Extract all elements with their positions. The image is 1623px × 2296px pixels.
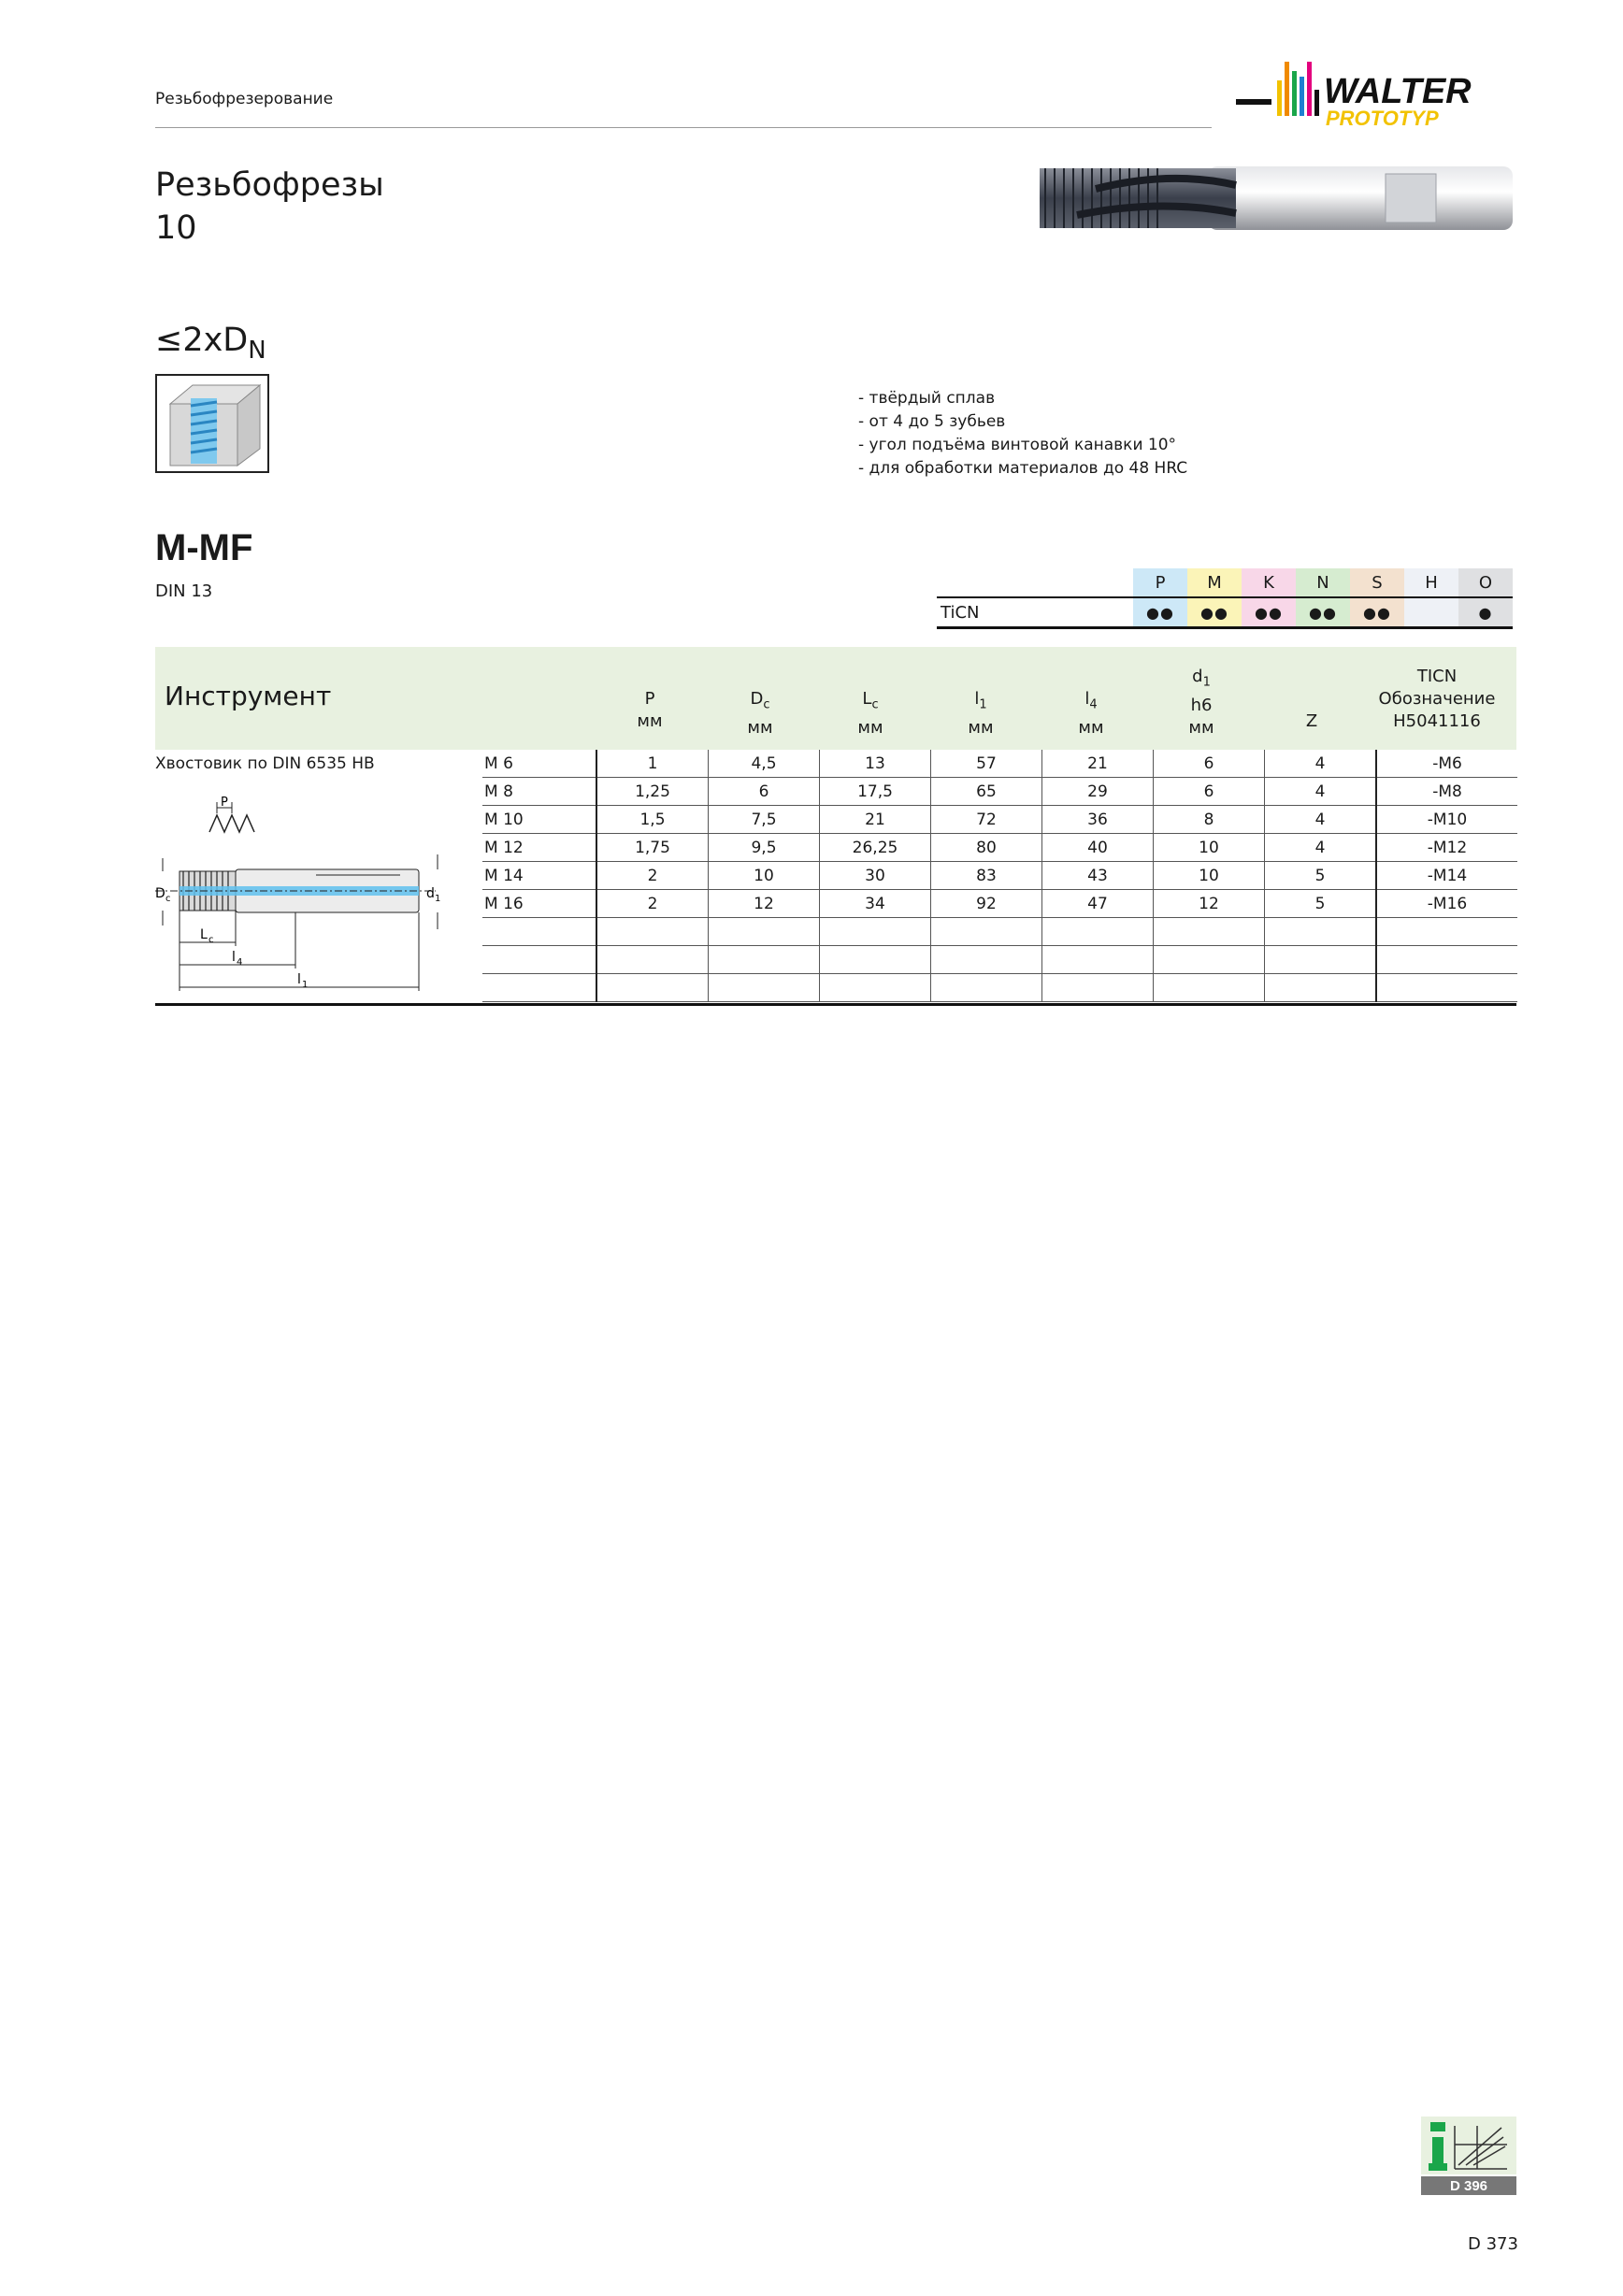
order-code-cell bbox=[1376, 946, 1517, 974]
z-cell: 4 bbox=[1265, 806, 1377, 834]
section-label: Резьбофрезерование bbox=[155, 90, 334, 108]
svg-text:c: c bbox=[165, 894, 171, 904]
col-header-lc: $L_c$ мм bbox=[857, 689, 883, 738]
table-row-empty bbox=[482, 918, 1517, 946]
thread-size-cell bbox=[482, 946, 596, 974]
shank-standard-label: Хвостовик по DIN 6535 HB bbox=[155, 754, 375, 773]
z-cell: 5 bbox=[1265, 862, 1377, 890]
svg-text:l: l bbox=[297, 972, 301, 987]
lc-cell: 30 bbox=[820, 862, 931, 890]
table-row bbox=[482, 806, 1517, 834]
order-code-cell: -M14 bbox=[1376, 862, 1517, 890]
z-cell: 4 bbox=[1265, 778, 1377, 806]
material-group-s: S bbox=[1350, 568, 1404, 597]
l4-cell bbox=[1042, 946, 1154, 974]
dc-cell bbox=[709, 918, 820, 946]
product-data-table bbox=[482, 750, 1517, 1002]
info-reference-icon bbox=[1421, 2117, 1516, 2195]
dc-cell: 6 bbox=[709, 778, 820, 806]
material-group-p: P bbox=[1133, 568, 1187, 597]
thread-size-cell: M 12 bbox=[482, 834, 596, 862]
table-row bbox=[482, 778, 1517, 806]
l4-cell bbox=[1042, 974, 1154, 1002]
col-header-dc: $D_c$ мм bbox=[747, 689, 773, 738]
order-code-cell: -M12 bbox=[1376, 834, 1517, 862]
dc-cell: 12 bbox=[709, 890, 820, 918]
lc-cell: 13 bbox=[820, 750, 931, 778]
z-cell bbox=[1265, 918, 1377, 946]
feature-item: - для обработки материалов до 48 HRC bbox=[858, 459, 1188, 478]
rating-m: ●● bbox=[1187, 597, 1242, 628]
svg-text:l: l bbox=[232, 950, 236, 965]
l4-cell: 43 bbox=[1042, 862, 1154, 890]
l1-cell: 65 bbox=[931, 778, 1042, 806]
z-cell: 4 bbox=[1265, 750, 1377, 778]
d1-cell: 10 bbox=[1154, 862, 1265, 890]
svg-text:PROTOTYP: PROTOTYP bbox=[1326, 107, 1439, 130]
table-bottom-rule bbox=[155, 1003, 1516, 1006]
l1-cell: 83 bbox=[931, 862, 1042, 890]
dc-cell bbox=[709, 974, 820, 1002]
l4-cell: 29 bbox=[1042, 778, 1154, 806]
header-divider bbox=[155, 127, 1212, 128]
dc-cell: 4,5 bbox=[709, 750, 820, 778]
thread-size-cell: M 6 bbox=[482, 750, 596, 778]
rating-k: ●● bbox=[1242, 597, 1296, 628]
material-group-h: H bbox=[1404, 568, 1458, 597]
material-group-n: N bbox=[1296, 568, 1350, 597]
thread-size-cell: M 8 bbox=[482, 778, 596, 806]
l1-cell bbox=[931, 918, 1042, 946]
order-code-cell: -M8 bbox=[1376, 778, 1517, 806]
table-row-empty bbox=[482, 946, 1517, 974]
dc-cell: 7,5 bbox=[709, 806, 820, 834]
table-row bbox=[482, 750, 1517, 778]
d1-cell: 6 bbox=[1154, 778, 1265, 806]
product-title: Резьбофрезы bbox=[155, 166, 384, 204]
thread-mill-image bbox=[1040, 161, 1516, 236]
thread-type-code: M-MF bbox=[155, 527, 253, 568]
l4-cell: 40 bbox=[1042, 834, 1154, 862]
thread-mill-dimension-drawing bbox=[155, 793, 454, 993]
l4-cell bbox=[1042, 918, 1154, 946]
feature-item: - от 4 до 5 зубьев bbox=[858, 412, 1006, 431]
p-cell: 1,75 bbox=[596, 834, 709, 862]
thread-size-cell: M 10 bbox=[482, 806, 596, 834]
walter-prototyp-logo bbox=[1236, 58, 1516, 133]
d1-cell: 8 bbox=[1154, 806, 1265, 834]
rating-o: ● bbox=[1458, 597, 1513, 628]
l1-cell: 92 bbox=[931, 890, 1042, 918]
table-row-empty bbox=[482, 974, 1517, 1002]
material-group-m: M bbox=[1187, 568, 1242, 597]
svg-text:WALTER: WALTER bbox=[1324, 72, 1472, 111]
thread-size-cell bbox=[482, 918, 596, 946]
feature-item: - твёрдый сплав bbox=[858, 389, 996, 408]
thread-size-cell bbox=[482, 974, 596, 1002]
thread-hole-icon bbox=[155, 374, 269, 473]
order-code-cell bbox=[1376, 918, 1517, 946]
material-groups-table bbox=[937, 568, 1513, 629]
svg-text:1: 1 bbox=[302, 980, 309, 990]
tool-column-header: Инструмент bbox=[165, 681, 332, 711]
order-code-cell bbox=[1376, 974, 1517, 1002]
order-code-cell: -M10 bbox=[1376, 806, 1517, 834]
rating-s: ●● bbox=[1350, 597, 1404, 628]
lc-cell bbox=[820, 918, 931, 946]
l4-cell: 21 bbox=[1042, 750, 1154, 778]
feature-list bbox=[858, 387, 1187, 481]
d1-cell bbox=[1154, 946, 1265, 974]
material-group-k: K bbox=[1242, 568, 1296, 597]
d1-cell bbox=[1154, 974, 1265, 1002]
p-cell bbox=[596, 946, 709, 974]
lc-cell: 26,25 bbox=[820, 834, 931, 862]
p-cell bbox=[596, 918, 709, 946]
page-number: D 373 bbox=[1468, 2234, 1518, 2254]
col-header-l1: $l_1$ мм bbox=[968, 689, 994, 738]
p-cell bbox=[596, 974, 709, 1002]
col-header-z: Z bbox=[1305, 711, 1318, 731]
coating-grade: TiCN bbox=[937, 597, 1133, 628]
dc-cell: 10 bbox=[709, 862, 820, 890]
lc-cell: 17,5 bbox=[820, 778, 931, 806]
p-cell: 2 bbox=[596, 862, 709, 890]
material-group-o: O bbox=[1458, 568, 1513, 597]
rating-n: ●● bbox=[1296, 597, 1350, 628]
p-cell: 2 bbox=[596, 890, 709, 918]
svg-text:P: P bbox=[221, 796, 228, 810]
l4-cell: 36 bbox=[1042, 806, 1154, 834]
col-header-p: P мм bbox=[637, 689, 663, 731]
order-code-cell: -M6 bbox=[1376, 750, 1517, 778]
z-cell: 5 bbox=[1265, 890, 1377, 918]
depth-label: $\le 2xD_N$ bbox=[155, 322, 266, 365]
z-cell bbox=[1265, 974, 1377, 1002]
d1-cell: 6 bbox=[1154, 750, 1265, 778]
col-header-l4: $l_4$ мм bbox=[1078, 689, 1104, 738]
p-cell: 1 bbox=[596, 750, 709, 778]
feature-item: - угол подъёма винтовой канавки 10° bbox=[858, 436, 1177, 454]
dc-cell: 9,5 bbox=[709, 834, 820, 862]
dc-cell bbox=[709, 946, 820, 974]
rating-p: ●● bbox=[1133, 597, 1187, 628]
product-title-angle: 10 bbox=[155, 209, 197, 247]
l1-cell: 72 bbox=[931, 806, 1042, 834]
thread-size-cell: M 14 bbox=[482, 862, 596, 890]
d1-cell: 10 bbox=[1154, 834, 1265, 862]
lc-cell: 21 bbox=[820, 806, 931, 834]
d1-cell: 12 bbox=[1154, 890, 1265, 918]
l1-cell bbox=[931, 946, 1042, 974]
svg-text:D 396: D 396 bbox=[1449, 2178, 1488, 2194]
svg-text:c: c bbox=[208, 935, 214, 945]
l1-cell bbox=[931, 974, 1042, 1002]
table-row bbox=[482, 890, 1517, 918]
svg-text:d: d bbox=[426, 886, 435, 901]
l1-cell: 57 bbox=[931, 750, 1042, 778]
l4-cell: 47 bbox=[1042, 890, 1154, 918]
d1-cell bbox=[1154, 918, 1265, 946]
rating-h bbox=[1404, 597, 1458, 628]
l1-cell: 80 bbox=[931, 834, 1042, 862]
z-cell bbox=[1265, 946, 1377, 974]
lc-cell: 34 bbox=[820, 890, 931, 918]
standard-label: DIN 13 bbox=[155, 581, 213, 601]
table-row bbox=[482, 862, 1517, 890]
svg-text:4: 4 bbox=[237, 957, 243, 968]
table-row bbox=[482, 834, 1517, 862]
col-header-d1: $d_1$ h6 мм bbox=[1188, 667, 1214, 738]
col-header-order-code: TICN Обозначение H5041116 bbox=[1378, 667, 1496, 731]
lc-cell bbox=[820, 946, 931, 974]
svg-text:D: D bbox=[155, 886, 165, 901]
thread-size-cell: M 16 bbox=[482, 890, 596, 918]
lc-cell bbox=[820, 974, 931, 1002]
p-cell: 1,25 bbox=[596, 778, 709, 806]
svg-text:L: L bbox=[200, 927, 208, 942]
p-cell: 1,5 bbox=[596, 806, 709, 834]
z-cell: 4 bbox=[1265, 834, 1377, 862]
order-code-cell: -M16 bbox=[1376, 890, 1517, 918]
svg-text:1: 1 bbox=[435, 894, 441, 904]
